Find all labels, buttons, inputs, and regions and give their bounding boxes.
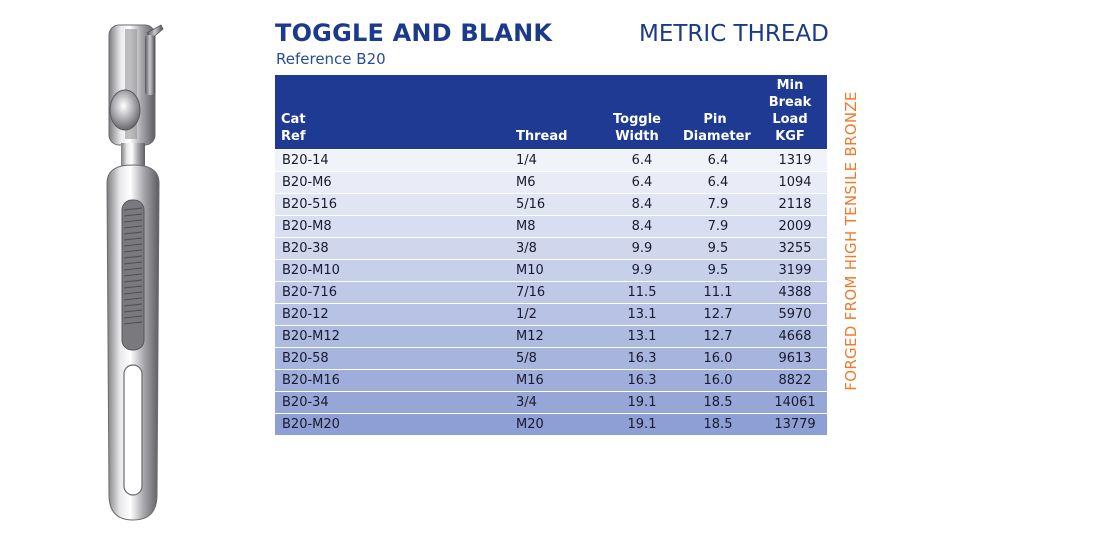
cell-toggle-width: 13.1	[597, 326, 677, 348]
cell-thread: 1/2	[369, 304, 597, 326]
table-row	[275, 260, 827, 282]
table-row	[275, 326, 827, 348]
cell-toggle-width: 11.5	[597, 282, 677, 304]
toggle-fitting-image	[95, 15, 175, 530]
cell-toggle-width: 9.9	[597, 238, 677, 260]
table-body	[275, 150, 827, 436]
table-row	[275, 194, 827, 216]
cell-toggle-width: 6.4	[597, 172, 677, 194]
cell-pin-diameter: 12.7	[677, 304, 753, 326]
cell-cat-ref: B20-M16	[275, 370, 369, 392]
cell-min-break-load: 5970	[753, 304, 827, 326]
table-row	[275, 238, 827, 260]
table-header-row	[275, 75, 827, 150]
cell-toggle-width: 8.4	[597, 216, 677, 238]
cell-pin-diameter: 6.4	[677, 150, 753, 172]
cell-min-break-load: 13779	[753, 414, 827, 436]
table-row	[275, 282, 827, 304]
cell-toggle-width: 19.1	[597, 392, 677, 414]
cell-min-break-load: 8822	[753, 370, 827, 392]
cell-pin-diameter: 11.1	[677, 282, 753, 304]
table-row	[275, 370, 827, 392]
cell-pin-diameter: 7.9	[677, 216, 753, 238]
cell-min-break-load: 4668	[753, 326, 827, 348]
cell-pin-diameter: 18.5	[677, 392, 753, 414]
cell-thread: M12	[369, 326, 597, 348]
cell-min-break-load: 1319	[753, 150, 827, 172]
cell-thread: M6	[369, 172, 597, 194]
cell-thread: 3/8	[369, 238, 597, 260]
table-row	[275, 392, 827, 414]
cell-pin-diameter: 12.7	[677, 326, 753, 348]
header-toggle-width-line2: Width	[615, 129, 659, 144]
header-pin-diameter-line2: Diameter	[683, 129, 751, 144]
reference-code: Reference B20	[276, 50, 386, 68]
cell-toggle-width: 16.3	[597, 370, 677, 392]
table-row	[275, 304, 827, 326]
cell-thread: 3/4	[369, 392, 597, 414]
header-min-break-load	[753, 75, 827, 150]
cell-thread: M16	[369, 370, 597, 392]
cell-cat-ref: B20-58	[275, 348, 369, 370]
cell-cat-ref: B20-14	[275, 150, 369, 172]
table-row	[275, 150, 827, 172]
header-cat-ref-line2: Ref	[281, 129, 306, 144]
cell-toggle-width: 19.1	[597, 414, 677, 436]
cell-pin-diameter: 9.5	[677, 238, 753, 260]
header-toggle-width	[597, 75, 677, 150]
table-row	[275, 216, 827, 238]
cell-cat-ref: B20-12	[275, 304, 369, 326]
cell-cat-ref: B20-516	[275, 194, 369, 216]
header-min-break-load-line2: Load KGF	[772, 112, 808, 144]
cell-thread: 5/16	[369, 194, 597, 216]
cell-min-break-load: 2118	[753, 194, 827, 216]
header-pin-diameter-line1: Pin	[703, 112, 727, 127]
header-thread-label: Thread	[516, 129, 568, 144]
cell-min-break-load: 3199	[753, 260, 827, 282]
cell-thread: 7/16	[369, 282, 597, 304]
cell-toggle-width: 16.3	[597, 348, 677, 370]
cell-thread: M20	[369, 414, 597, 436]
cell-toggle-width: 6.4	[597, 150, 677, 172]
page-title: TOGGLE AND BLANK	[275, 19, 553, 47]
cell-cat-ref: B20-M12	[275, 326, 369, 348]
cell-pin-diameter: 9.5	[677, 260, 753, 282]
cell-cat-ref: B20-38	[275, 238, 369, 260]
cell-pin-diameter: 6.4	[677, 172, 753, 194]
table-row	[275, 348, 827, 370]
cell-cat-ref: B20-M20	[275, 414, 369, 436]
material-note	[840, 93, 862, 389]
header-cat-ref-line1: Cat	[281, 112, 306, 127]
cell-cat-ref: B20-M8	[275, 216, 369, 238]
cell-min-break-load: 9613	[753, 348, 827, 370]
header-pin-diameter	[677, 75, 753, 150]
header-thread	[369, 75, 597, 150]
specification-table	[275, 75, 827, 435]
cell-min-break-load: 3255	[753, 238, 827, 260]
cell-thread: 1/4	[369, 150, 597, 172]
cell-thread: 5/8	[369, 348, 597, 370]
cell-toggle-width: 13.1	[597, 304, 677, 326]
cell-cat-ref: B20-34	[275, 392, 369, 414]
table-row	[275, 414, 827, 436]
cell-min-break-load: 2009	[753, 216, 827, 238]
cell-cat-ref: B20-M6	[275, 172, 369, 194]
cell-cat-ref: B20-M10	[275, 260, 369, 282]
thread-type-heading: METRIC THREAD	[639, 21, 829, 47]
cell-pin-diameter: 7.9	[677, 194, 753, 216]
cell-thread: M10	[369, 260, 597, 282]
cell-pin-diameter: 16.0	[677, 348, 753, 370]
cell-toggle-width: 9.9	[597, 260, 677, 282]
cell-cat-ref: B20-716	[275, 282, 369, 304]
cell-min-break-load: 4388	[753, 282, 827, 304]
cell-min-break-load: 1094	[753, 172, 827, 194]
cell-min-break-load: 14061	[753, 392, 827, 414]
header-min-break-load-line1: Min Break	[768, 78, 812, 110]
header-cat-ref	[275, 75, 369, 150]
cell-toggle-width: 8.4	[597, 194, 677, 216]
cell-pin-diameter: 18.5	[677, 414, 753, 436]
cell-thread: M8	[369, 216, 597, 238]
header-toggle-width-line1: Toggle	[613, 112, 661, 127]
cell-pin-diameter: 16.0	[677, 370, 753, 392]
material-note-text: FORGED FROM HIGH TENSILE BRONZE	[842, 91, 860, 391]
table-row	[275, 172, 827, 194]
